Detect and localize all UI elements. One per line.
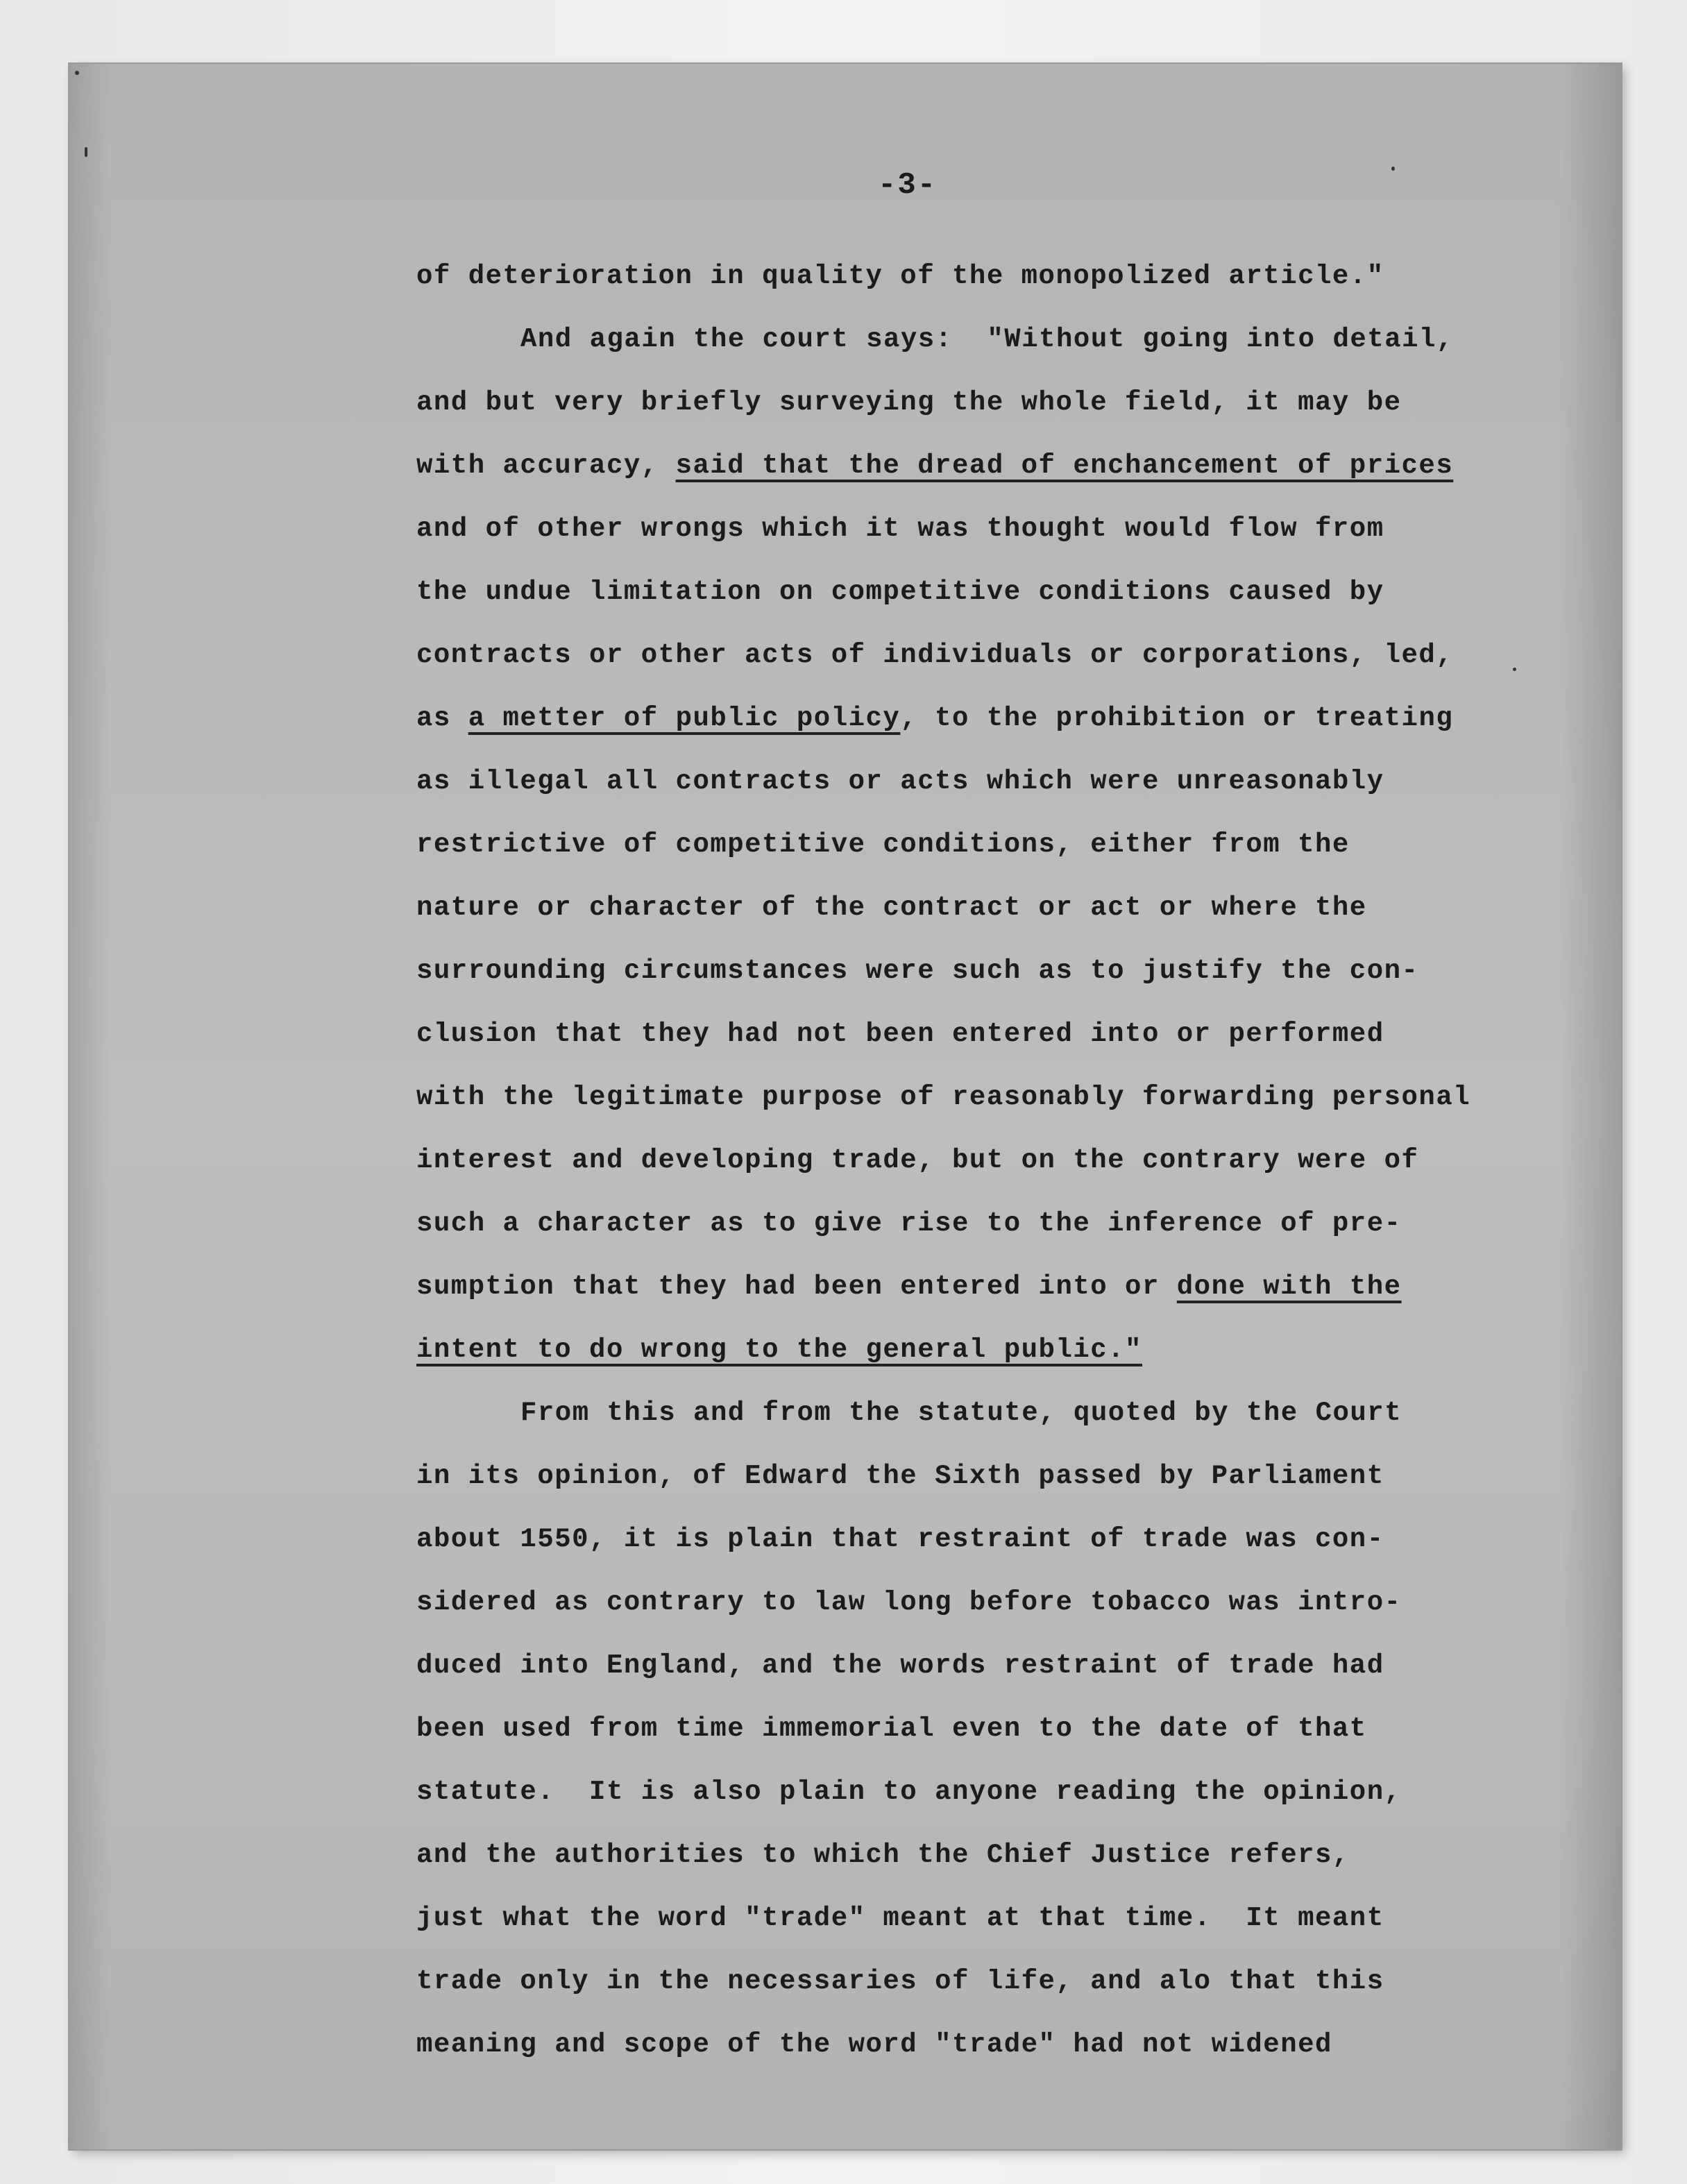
- line-text: And again the court says: "Without going into detail,: [520, 324, 1454, 355]
- line-text: restrictive of competitive conditions, either from the: [416, 829, 1350, 860]
- line-text: trade only in the necessaries of life, and alo that this: [416, 1966, 1384, 1997]
- text-line: [416, 1584, 1402, 1620]
- text-line: [416, 700, 1453, 736]
- text-line: [416, 1142, 1418, 1178]
- line-text: with the legitimate purpose of reasonably forwarding personal: [416, 1082, 1471, 1112]
- text-line: [416, 763, 1384, 799]
- text-line: [416, 1016, 1384, 1052]
- text-line: [520, 321, 1454, 357]
- line-text: sumption that they had been entered into or: [416, 1271, 1177, 1302]
- line-text: and of other wrongs which it was thought would flow from: [416, 514, 1384, 544]
- text-line: [416, 890, 1367, 926]
- line-text: about 1550, it is plain that restraint of trade was con-: [416, 1524, 1384, 1555]
- line-text: meaning and scope of the word "trade" had not widened: [416, 2029, 1332, 2060]
- text-line: [416, 448, 1453, 484]
- line-text: and the authorities to which the Chief Justice refers,: [416, 1840, 1350, 1870]
- line-text: interest and developing trade, but on the contrary were of: [416, 1145, 1419, 1176]
- text-line: [416, 258, 1384, 294]
- line-text: and but very briefly surveying the whole field, it may be: [416, 387, 1402, 418]
- underlined-text: a metter of public policy: [468, 703, 901, 734]
- line-text: From this and from the statute, quoted by the Court: [520, 1398, 1402, 1428]
- underlined-text: said that the dread of enchancement of prices: [675, 450, 1454, 481]
- text-line: [416, 1269, 1402, 1305]
- line-text: duced into England, and the words restraint of trade had: [416, 1650, 1384, 1681]
- line-text: in its opinion, of Edward the Sixth passed by Parliament: [416, 1461, 1384, 1491]
- text-line: [520, 1395, 1402, 1431]
- line-text: nature or character of the contract or act or where the: [416, 892, 1367, 923]
- line-text: the undue limitation on competitive conditions caused by: [416, 577, 1384, 607]
- document-page: [69, 64, 1621, 2149]
- line-text: surrounding circumstances were such as to justify the con-: [416, 956, 1419, 986]
- text-line: [416, 1521, 1384, 1557]
- page-edge-shadow-right: [1559, 64, 1621, 2149]
- line-text: such a character as to give rise to the inference of pre-: [416, 1208, 1402, 1239]
- line-text: sidered as contrary to law long before tobacco was intro-: [416, 1587, 1402, 1618]
- line-text: clusion that they had not been entered into or performed: [416, 1019, 1384, 1049]
- text-line: [416, 1774, 1402, 1810]
- text-line: [416, 1837, 1350, 1873]
- line-text: as: [416, 703, 468, 734]
- underlined-text: done with the: [1176, 1271, 1402, 1302]
- text-line: [416, 1458, 1384, 1494]
- page-number: -3-: [878, 168, 938, 203]
- page-edge-shadow-left: [69, 64, 111, 2149]
- text-line: [416, 1648, 1384, 1684]
- text-line: [416, 1079, 1470, 1115]
- text-line: [416, 1332, 1142, 1368]
- text-line: [416, 511, 1384, 547]
- scan-speck: [1513, 668, 1516, 671]
- text-line: [416, 1205, 1402, 1242]
- text-line: [416, 574, 1384, 610]
- line-text: been used from time immemorial even to the date of that: [416, 1713, 1367, 1744]
- scan-speck: [1391, 167, 1395, 171]
- line-text: contracts or other acts of individuals or corporations, led,: [416, 640, 1454, 670]
- line-text: with accuracy,: [416, 450, 676, 481]
- line-text: statute. It is also plain to anyone reading the opinion,: [416, 1777, 1402, 1807]
- text-line: [416, 953, 1418, 989]
- underlined-text: intent to do wrong to the general public.": [416, 1335, 1142, 1365]
- line-text: as illegal all contracts or acts which were unreasonably: [416, 766, 1384, 797]
- text-line: [416, 637, 1453, 673]
- text-line: [416, 1711, 1367, 1747]
- text-line: [416, 1900, 1384, 1936]
- scan-speck: [85, 147, 87, 157]
- text-line: [416, 1963, 1384, 1999]
- line-text: of deterioration in quality of the monopolized article.": [416, 261, 1384, 291]
- line-text: just what the word "trade" meant at that time. It meant: [416, 1903, 1384, 1933]
- text-line: [416, 2026, 1332, 2063]
- text-line: [416, 827, 1350, 863]
- text-line: [416, 384, 1402, 421]
- scan-speck: [75, 71, 79, 75]
- line-text: , to the prohibition or treating: [900, 703, 1454, 734]
